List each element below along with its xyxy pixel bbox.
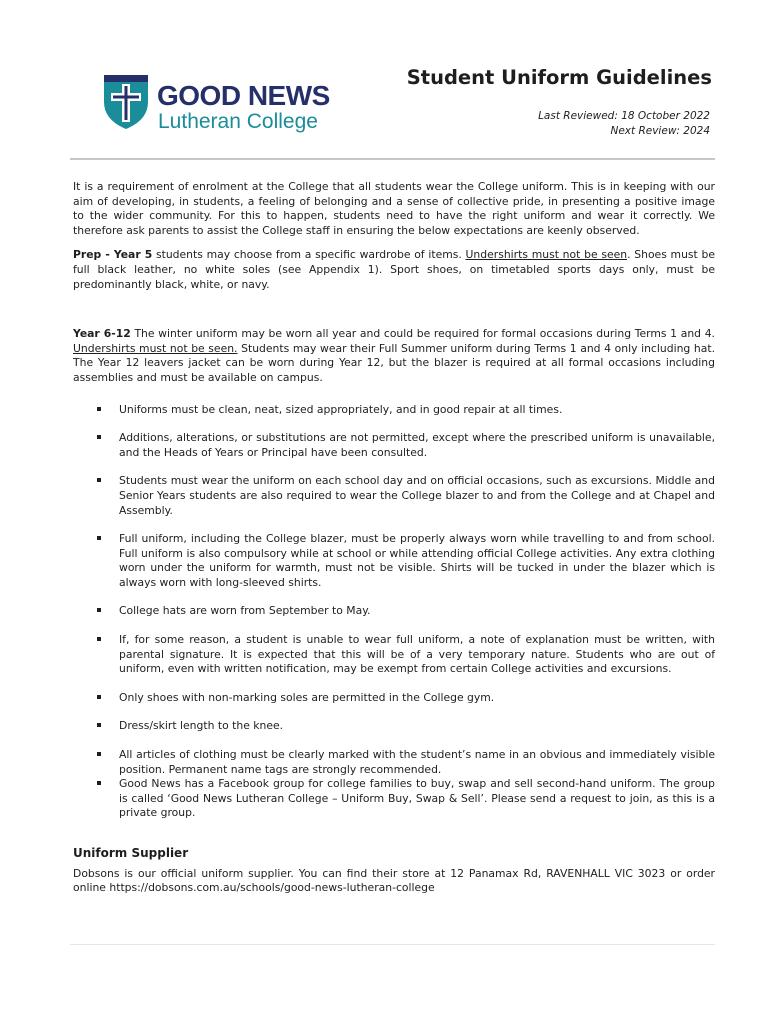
logo-name: GOOD NEWS xyxy=(157,80,330,111)
list-item: Only shoes with non-marking soles are permitted in the College gym. xyxy=(73,691,715,706)
intro-paragraph: It is a requirement of enrolment at the College that all students wear the College uniform. This is in keeping with our aim of developing, in students, a feeling of belonging and a sense of collective pride, in presenting a positive image to the wider community. For this to happen, students need to have the right uniform and wear it correctly. We therefore ask parents to assist the College staff in ensuring the below expectations are keenly observed. xyxy=(73,180,715,237)
list-item: Students must wear the uniform on each school day and on official occasions, such as excursions. Middle and Senior Years students are also required to wear the College blazer to and from the College and at Chapel and Assembly. xyxy=(73,474,715,518)
college-logo xyxy=(101,72,361,134)
years-underline: Undershirts must not be seen. xyxy=(73,341,238,355)
years-label: Year 6-12 xyxy=(73,327,131,341)
last-reviewed: Last Reviewed: 18 October 2022 xyxy=(538,110,710,122)
list-item: Uniforms must be clean, neat, sized appropriately, and in good repair at all times. xyxy=(73,403,715,418)
logo-subtitle: Lutheran College xyxy=(158,110,318,133)
supplier-paragraph: Dobsons is our official uniform supplier. You can find their store at 12 Panamax Rd, RAVENHALL VIC 3023 or order online https://dobsons.com.au/schools/good-news-lutheran-college xyxy=(73,866,715,895)
prep-underline: Undershirts must not be seen xyxy=(465,248,628,262)
list-item: Good News has a Facebook group for college families to buy, swap and sell second-hand uniform. The group is called ‘Good News Lutheran College – Uniform Buy, Swap & Sell’. Please send a request to join, as this is a private group. xyxy=(73,777,715,821)
document-title: Student Uniform Guidelines xyxy=(406,66,712,89)
year6-12-paragraph xyxy=(73,327,715,385)
next-review: Next Review: 2024 xyxy=(610,124,710,137)
list-item: Full uniform, including the College blazer, must be properly always worn while travelling to and from school. Full uniform is also compulsory while at school or while attending official College activities. Any extra clothing worn under the uniform for warmth, must not be visible. Shirts will be tucked in under the blazer which is always worn with long-sleeved shirts. xyxy=(73,532,715,590)
list-item: College hats are worn from September to May. xyxy=(73,604,715,619)
years-text-1: The winter uniform may be worn all year and could be required for formal occasions during Terms 1 and 4. xyxy=(130,327,715,341)
prep-label: Prep - Year 5 xyxy=(73,248,153,262)
list-item: All articles of clothing must be clearly marked with the student’s name in an obvious and immediately visible position. Permanent name tags are strongly recommended. xyxy=(73,748,715,777)
prep-text-2: . Shoes must be full black leather, no white soles (see Appendix 1). Sport shoes, on timetabled sports days only, must be predominantly black, white, or navy. xyxy=(73,248,716,291)
prep-text-1: students may choose from a specific wardrobe of items. xyxy=(152,248,466,262)
list-item: Additions, alterations, or substitutions are not permitted, except where the prescribed uniform is unavailable, and the Heads of Years or Principal have been consulted. xyxy=(73,431,715,460)
footer-divider xyxy=(70,944,715,945)
document-body xyxy=(73,180,715,896)
uniform-rules-list xyxy=(73,403,715,821)
prep-year5-paragraph xyxy=(73,248,715,292)
supplier-heading: Uniform Supplier xyxy=(73,846,189,860)
review-dates xyxy=(538,109,710,138)
years-text-2: Students may wear their Full Summer uniform during Terms 1 and 4 only including hat. The Year 12 leavers jacket can be worn during Year 12, but the blazer is required at all formal occasions including assemblies and must be available on campus. xyxy=(73,341,716,384)
header-divider xyxy=(70,158,715,160)
list-item: If, for some reason, a student is unable to wear full uniform, a note of explanation must be written, with parental signature. It is expected that this will be of a very temporary nature. Students who are out of uniform, even with written notification, may be exempt from certain College activities and excursions. xyxy=(73,633,715,677)
list-item: Dress/skirt length to the knee. xyxy=(73,719,715,734)
cross-shield-icon xyxy=(101,72,151,130)
